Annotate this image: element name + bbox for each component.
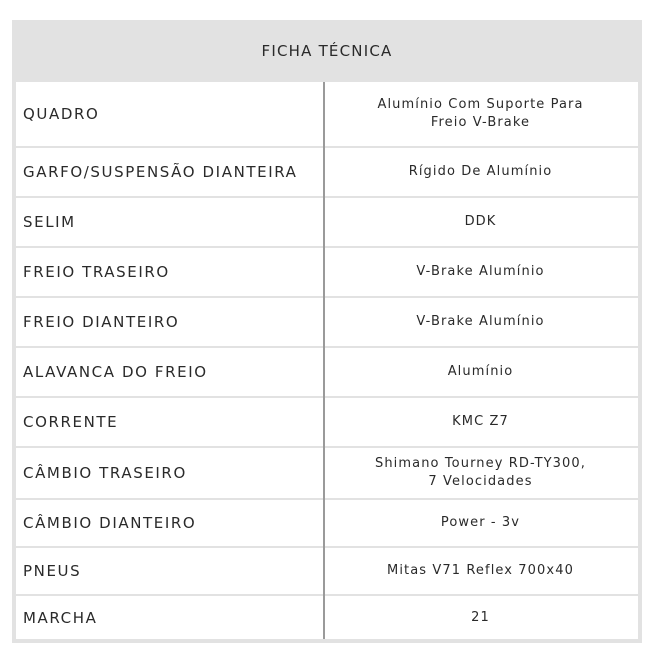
spec-label: GARFO/SUSPENSÃO DIANTEIRA [23, 163, 298, 181]
spec-row-freio-dianteiro [16, 298, 638, 346]
spec-row-pneus [16, 548, 638, 594]
spec-value: Power - 3v [440, 515, 521, 530]
spec-row-cambio-dianteiro [16, 500, 638, 546]
spec-table [16, 82, 638, 639]
spec-value: DDK [464, 214, 497, 229]
spec-label: SELIM [23, 213, 76, 231]
spec-label: ALAVANCA DO FREIO [23, 363, 208, 381]
spec-row-freio-traseiro [16, 248, 638, 296]
spec-sheet [12, 20, 642, 643]
column-divider [323, 82, 325, 639]
spec-value: V-Brake Alumínio [416, 264, 545, 279]
spec-label: CORRENTE [23, 413, 119, 431]
spec-row-marcha [16, 596, 638, 639]
spec-label: PNEUS [23, 562, 82, 580]
spec-row-corrente [16, 398, 638, 446]
spec-label: CÂMBIO DIANTEIRO [23, 514, 197, 532]
spec-label: FREIO TRASEIRO [23, 263, 170, 281]
spec-label: FREIO DIANTEIRO [23, 313, 180, 331]
spec-label: MARCHA [23, 608, 98, 627]
spec-label: CÂMBIO TRASEIRO [23, 464, 187, 482]
spec-value: Rígido De Alumínio [408, 164, 553, 179]
spec-row-selim [16, 198, 638, 246]
spec-value: Alumínio Com Suporte Para Freio V-Brake [377, 97, 584, 130]
spec-sheet-title: FICHA TÉCNICA [261, 42, 393, 60]
spec-label: QUADRO [23, 105, 100, 123]
spec-value: V-Brake Alumínio [416, 314, 545, 329]
spec-value: Shimano Tourney RD-TY300, 7 Velocidades [374, 456, 587, 489]
spec-value: KMC Z7 [452, 414, 509, 429]
spec-row-alavanca [16, 348, 638, 396]
spec-row-cambio-traseiro [16, 448, 638, 498]
spec-row-quadro [16, 82, 638, 146]
spec-value: 21 [471, 609, 490, 625]
spec-row-garfo [16, 148, 638, 196]
spec-value: Mitas V71 Reflex 700x40 [387, 563, 574, 578]
spec-value: Alumínio [447, 364, 514, 379]
